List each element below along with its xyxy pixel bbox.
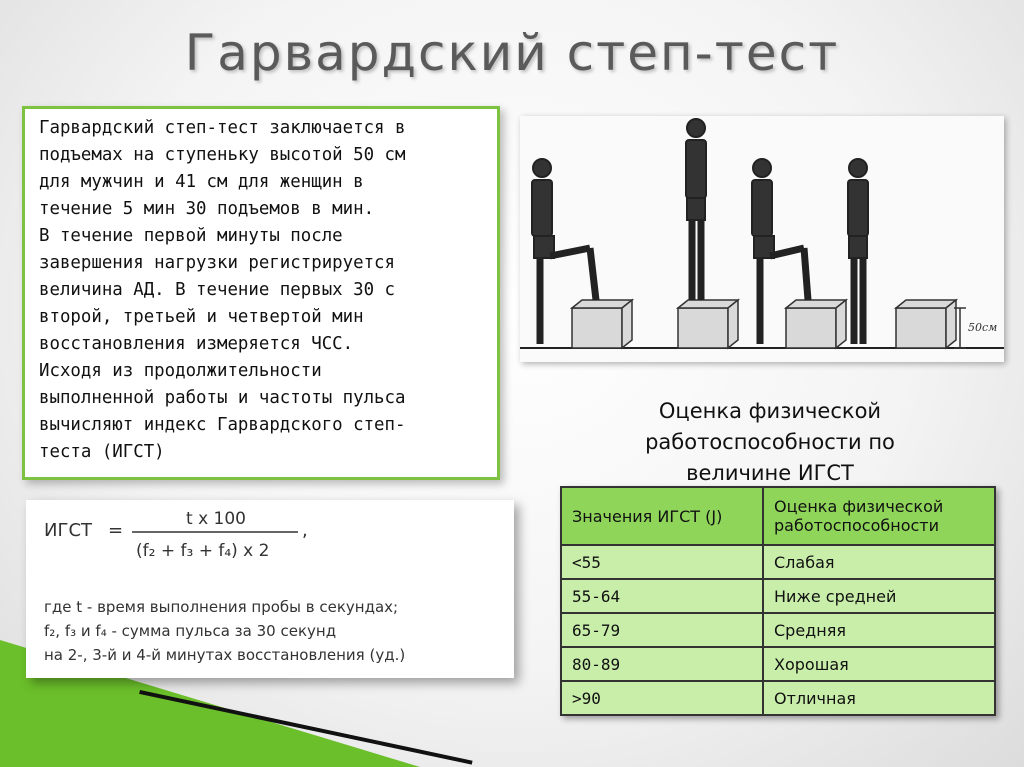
table-caption-line: Оценка физической [658, 399, 882, 423]
table-caption-line: работоспособности по [645, 430, 895, 454]
table-row [561, 647, 995, 681]
rating-value: Отличная [763, 681, 995, 715]
page-title: Гарвардский степ-тест [184, 24, 840, 82]
column-header: Оценка физической работоспособности [763, 487, 995, 545]
step-test-illustration [520, 116, 1004, 362]
figure-2 [686, 119, 706, 300]
description-line: Гарвардский степ-тест заключается в [39, 118, 406, 138]
step-box-side [728, 300, 738, 348]
step-box-side [946, 300, 956, 348]
table-row [561, 681, 995, 715]
formula-note-line: на 2-, 3-й и 4-й минутах восстановления (уд.) [44, 646, 406, 664]
description-line: Исходя из продолжительности [39, 361, 322, 381]
rating-value: Хорошая [763, 647, 995, 681]
rating-table [560, 486, 996, 716]
formula-denominator: (f₂ + f₃ + f₄) x 2 [136, 541, 270, 561]
table-header-row [561, 487, 995, 545]
table-caption-line: величине ИГСТ [686, 461, 854, 485]
igst-value: >90 [561, 681, 763, 715]
description-line: течение 5 мин 30 подъемов в мин. [39, 199, 375, 219]
step-box [896, 308, 946, 348]
step-box [786, 308, 836, 348]
formula-equals: = [108, 520, 124, 541]
igst-value: 65-79 [561, 613, 763, 647]
description-box [22, 106, 500, 480]
igst-value: 55-64 [561, 579, 763, 613]
description-line: В течение первой минуты после [39, 226, 343, 246]
table-row [561, 545, 995, 579]
step-box-side [622, 300, 632, 348]
description-line: величина АД. В течение первых 30 с [39, 280, 395, 300]
description-line: восстановления измеряется ЧСС. [39, 334, 354, 354]
step-test-drawing [520, 116, 1004, 362]
table-caption [600, 396, 940, 489]
formula-drawing [26, 500, 514, 678]
figure-4 [848, 159, 868, 344]
description-line: выполненной работы и частоты пульса [39, 388, 406, 408]
formula-lhs: ИГСТ [44, 520, 93, 541]
description-line: подъемах на ступеньку высотой 50 см [39, 145, 406, 165]
igst-value: <55 [561, 545, 763, 579]
rating-value: Слабая [763, 545, 995, 579]
description-line: теста (ИГСТ) [39, 442, 165, 462]
formula-note-line: f₂, f₃ и f₄ - сумма пульса за 30 секунд [44, 622, 337, 640]
rating-value: Ниже средней [763, 579, 995, 613]
formula-comma: , [302, 520, 308, 541]
column-header: Значения ИГСТ (J) [561, 487, 763, 545]
description-line: для мужчин и 41 см для женщин в [39, 172, 364, 192]
description-line: вычисляют индекс Гарвардского степ- [39, 415, 406, 435]
table-row [561, 613, 995, 647]
formula-note-line: где t - время выполнения пробы в секундах; [44, 598, 399, 616]
formula-numerator: t x 100 [186, 509, 246, 529]
step-box [572, 308, 622, 348]
description-line: второй, третьей и четвертой мин [39, 307, 364, 327]
rating-value: Средняя [763, 613, 995, 647]
step-box [678, 308, 728, 348]
step-height-label: 50см [968, 321, 998, 334]
step-box-side [836, 300, 846, 348]
table-row [561, 579, 995, 613]
formula-box [26, 500, 514, 678]
description-line: завершения нагрузки регистрируется [39, 253, 395, 273]
igst-value: 80-89 [561, 647, 763, 681]
